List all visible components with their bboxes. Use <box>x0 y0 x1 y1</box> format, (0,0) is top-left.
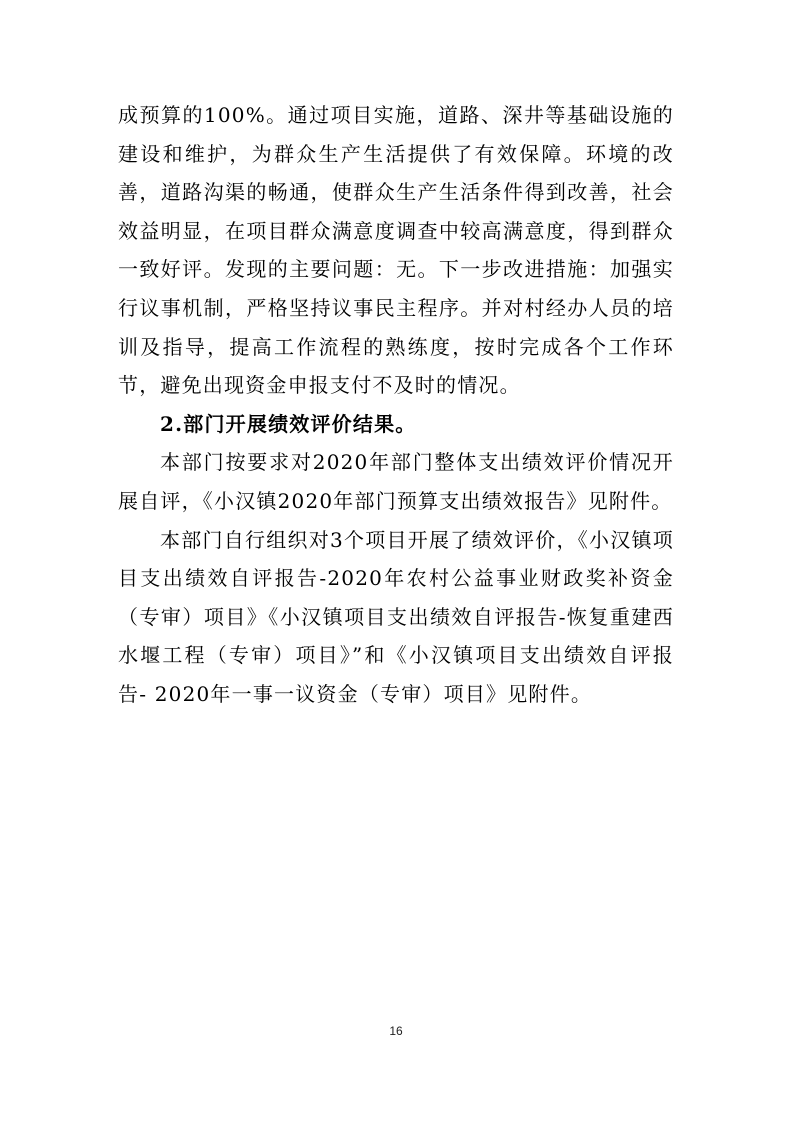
body-paragraph-1: 成预算的100%。通过项目实施，道路、深井等基础设施的建设和维护，为群众生产生活提供了有效保障。环境的改善，道路沟渠的畅通，使群众生产生活条件得到改善，社会效益明显，在项目群众满意度调查中较高满意度，得到群众一致好评。发现的主要问题：无。下一步改进措施：加强实行议事机制，严格坚持议事民主程序。并对村经办人员的培训及指导，提高工作流程的熟练度，按时完成各个工作环节，避免出现资金申报支付不及时的情况。 <box>118 103 674 398</box>
body-paragraph-3: 本部门自行组织对3个项目开展了绩效评价，《小汉镇项目支出绩效自评报告-2020年农村公益事业财政奖补资金（专审）项目》《小汉镇项目支出绩效自评报告-恢复重建西水堰工程（专审）项目》”和《小汉镇项目支出绩效自评报告- 2020年一事一议资金（专审）项目》见附件。 <box>118 527 674 706</box>
page-number: 16 <box>389 1024 403 1038</box>
section-heading: 2.部门开展绩效评价结果。 <box>160 411 417 436</box>
document-body <box>118 96 674 714</box>
body-paragraph-2: 本部门按要求对2020年部门整体支出绩效评价情况开展自评，《小汉镇2020年部门预算支出绩效报告》见附件。 <box>118 450 674 513</box>
